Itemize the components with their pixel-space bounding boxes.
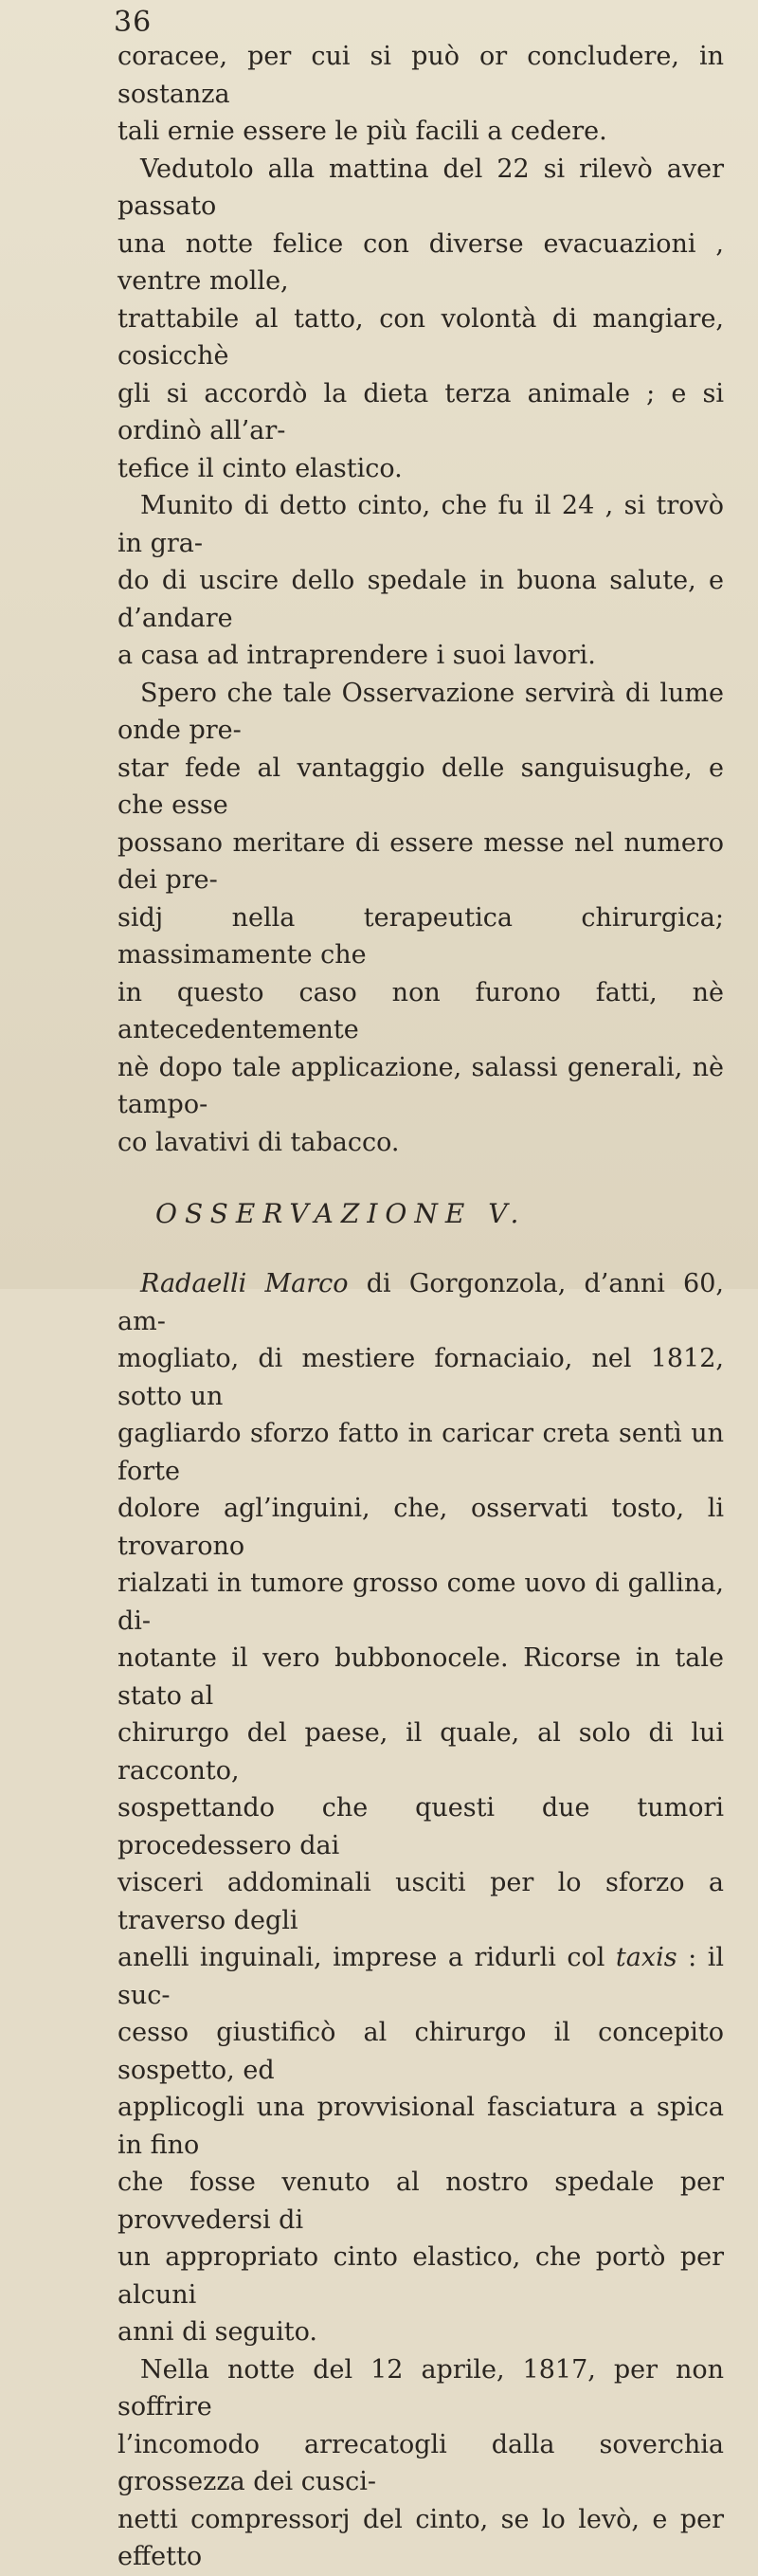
text-line: gli si accordò la dieta terza animale ; e si ordinò all’ar-	[117, 378, 724, 445]
text-line: star fede al vantaggio delle sanguisughe, e che esse	[117, 753, 724, 820]
text-line: Spero che tale Osservazione servirà di lume onde pre-	[117, 678, 724, 745]
text-line: applicogli una provvisional fasciatura a spica in fino	[117, 2093, 724, 2160]
text-line: di Gorgonzola, d’anni 60, am-	[117, 1269, 724, 1336]
text-line: coracee, per cui si può or concludere, in sostanza	[117, 42, 724, 109]
text-line: Munito di detto cinto, che fu il 24 , si trovò in gra-	[117, 491, 724, 558]
text-line: sidj nella terapeutica chirurgica; massimamente che	[117, 902, 724, 970]
taxis-term: taxis	[615, 1943, 677, 1972]
patient-name: Radaelli Marco	[140, 1269, 349, 1298]
paragraph-6	[117, 2351, 724, 2576]
text-line: sospettando che questi due tumori procedessero dai	[117, 1793, 724, 1860]
text-line: do di uscire dello spedale in buona salute, e d’andare	[117, 566, 724, 633]
paragraph-1	[117, 38, 724, 151]
text-line: : il suc-	[117, 1943, 724, 2010]
text-line: mogliato, di mestiere fornaciaio, nel 1812, sotto un	[117, 1344, 724, 1411]
body-text	[117, 38, 724, 2576]
paragraph-2	[117, 151, 724, 488]
text-line: notante il vero bubbonocele. Ricorse in tale stato al	[117, 1643, 724, 1711]
text-line: dolore agl’inguini, che, osservati tosto, li trovarono	[117, 1494, 724, 1561]
text-line: in questo caso non furono fatti, nè antecedentemente	[117, 977, 724, 1044]
text-line: co lavativi di tabacco.	[117, 1127, 400, 1157]
text-line: rialzati in tumore grosso come uovo di gallina, di-	[117, 1569, 724, 1636]
text-line: possano meritare di essere messe nel numero dei pre-	[117, 827, 724, 895]
paragraph-3	[117, 487, 724, 675]
text-line: Nella notte del 12 aprile, 1817, per non soffrire	[117, 2354, 724, 2422]
text-line: Vedutolo alla mattina del 22 si rilevò aver passato	[117, 154, 724, 221]
paragraph-4	[117, 675, 724, 1162]
text-line: che fosse venuto al nostro spedale per provvedersi di	[117, 2168, 724, 2235]
text-line: cesso giustificò al chirurgo il concepito sospetto, ed	[117, 2018, 724, 2085]
text-line: tali ernie essere le più facili a cedere.	[117, 117, 607, 146]
text-line: gagliardo sforzo fatto in caricar creta sentì un forte	[117, 1419, 724, 1486]
text-line: netti compressorj del cinto, se lo levò, e per effetto	[117, 2504, 724, 2571]
text-line: anni di seguito.	[117, 2317, 317, 2347]
text-line: a casa ad intraprendere i suoi lavori.	[117, 641, 596, 670]
text-line: anelli inguinali, imprese a ridurli col	[117, 1943, 616, 1972]
text-line: chirurgo del paese, il quale, al solo di lui racconto,	[117, 1718, 724, 1786]
text-line: nè dopo tale applicazione, salassi generali, nè tampo-	[117, 1052, 724, 1119]
paragraph-5	[117, 1265, 724, 2351]
section-heading: OSSERVAZIONE V.	[155, 1198, 527, 1229]
text-line: un appropriato cinto elastico, che portò per alcuni	[117, 2242, 724, 2310]
text-line: una notte felice con diverse evacuazioni , ventre molle,	[117, 228, 724, 296]
text-line: l’incomodo arrecatogli dalla soverchia grossezza dei cusci-	[117, 2429, 724, 2496]
page-number: 36	[114, 6, 153, 39]
text-line: visceri addominali usciti per lo sforzo a traverso degli	[117, 1868, 724, 1935]
text-line: tefice il cinto elastico.	[117, 453, 403, 483]
text-line: trattabile al tatto, con volontà di mangiare, cosicchè	[117, 303, 724, 371]
